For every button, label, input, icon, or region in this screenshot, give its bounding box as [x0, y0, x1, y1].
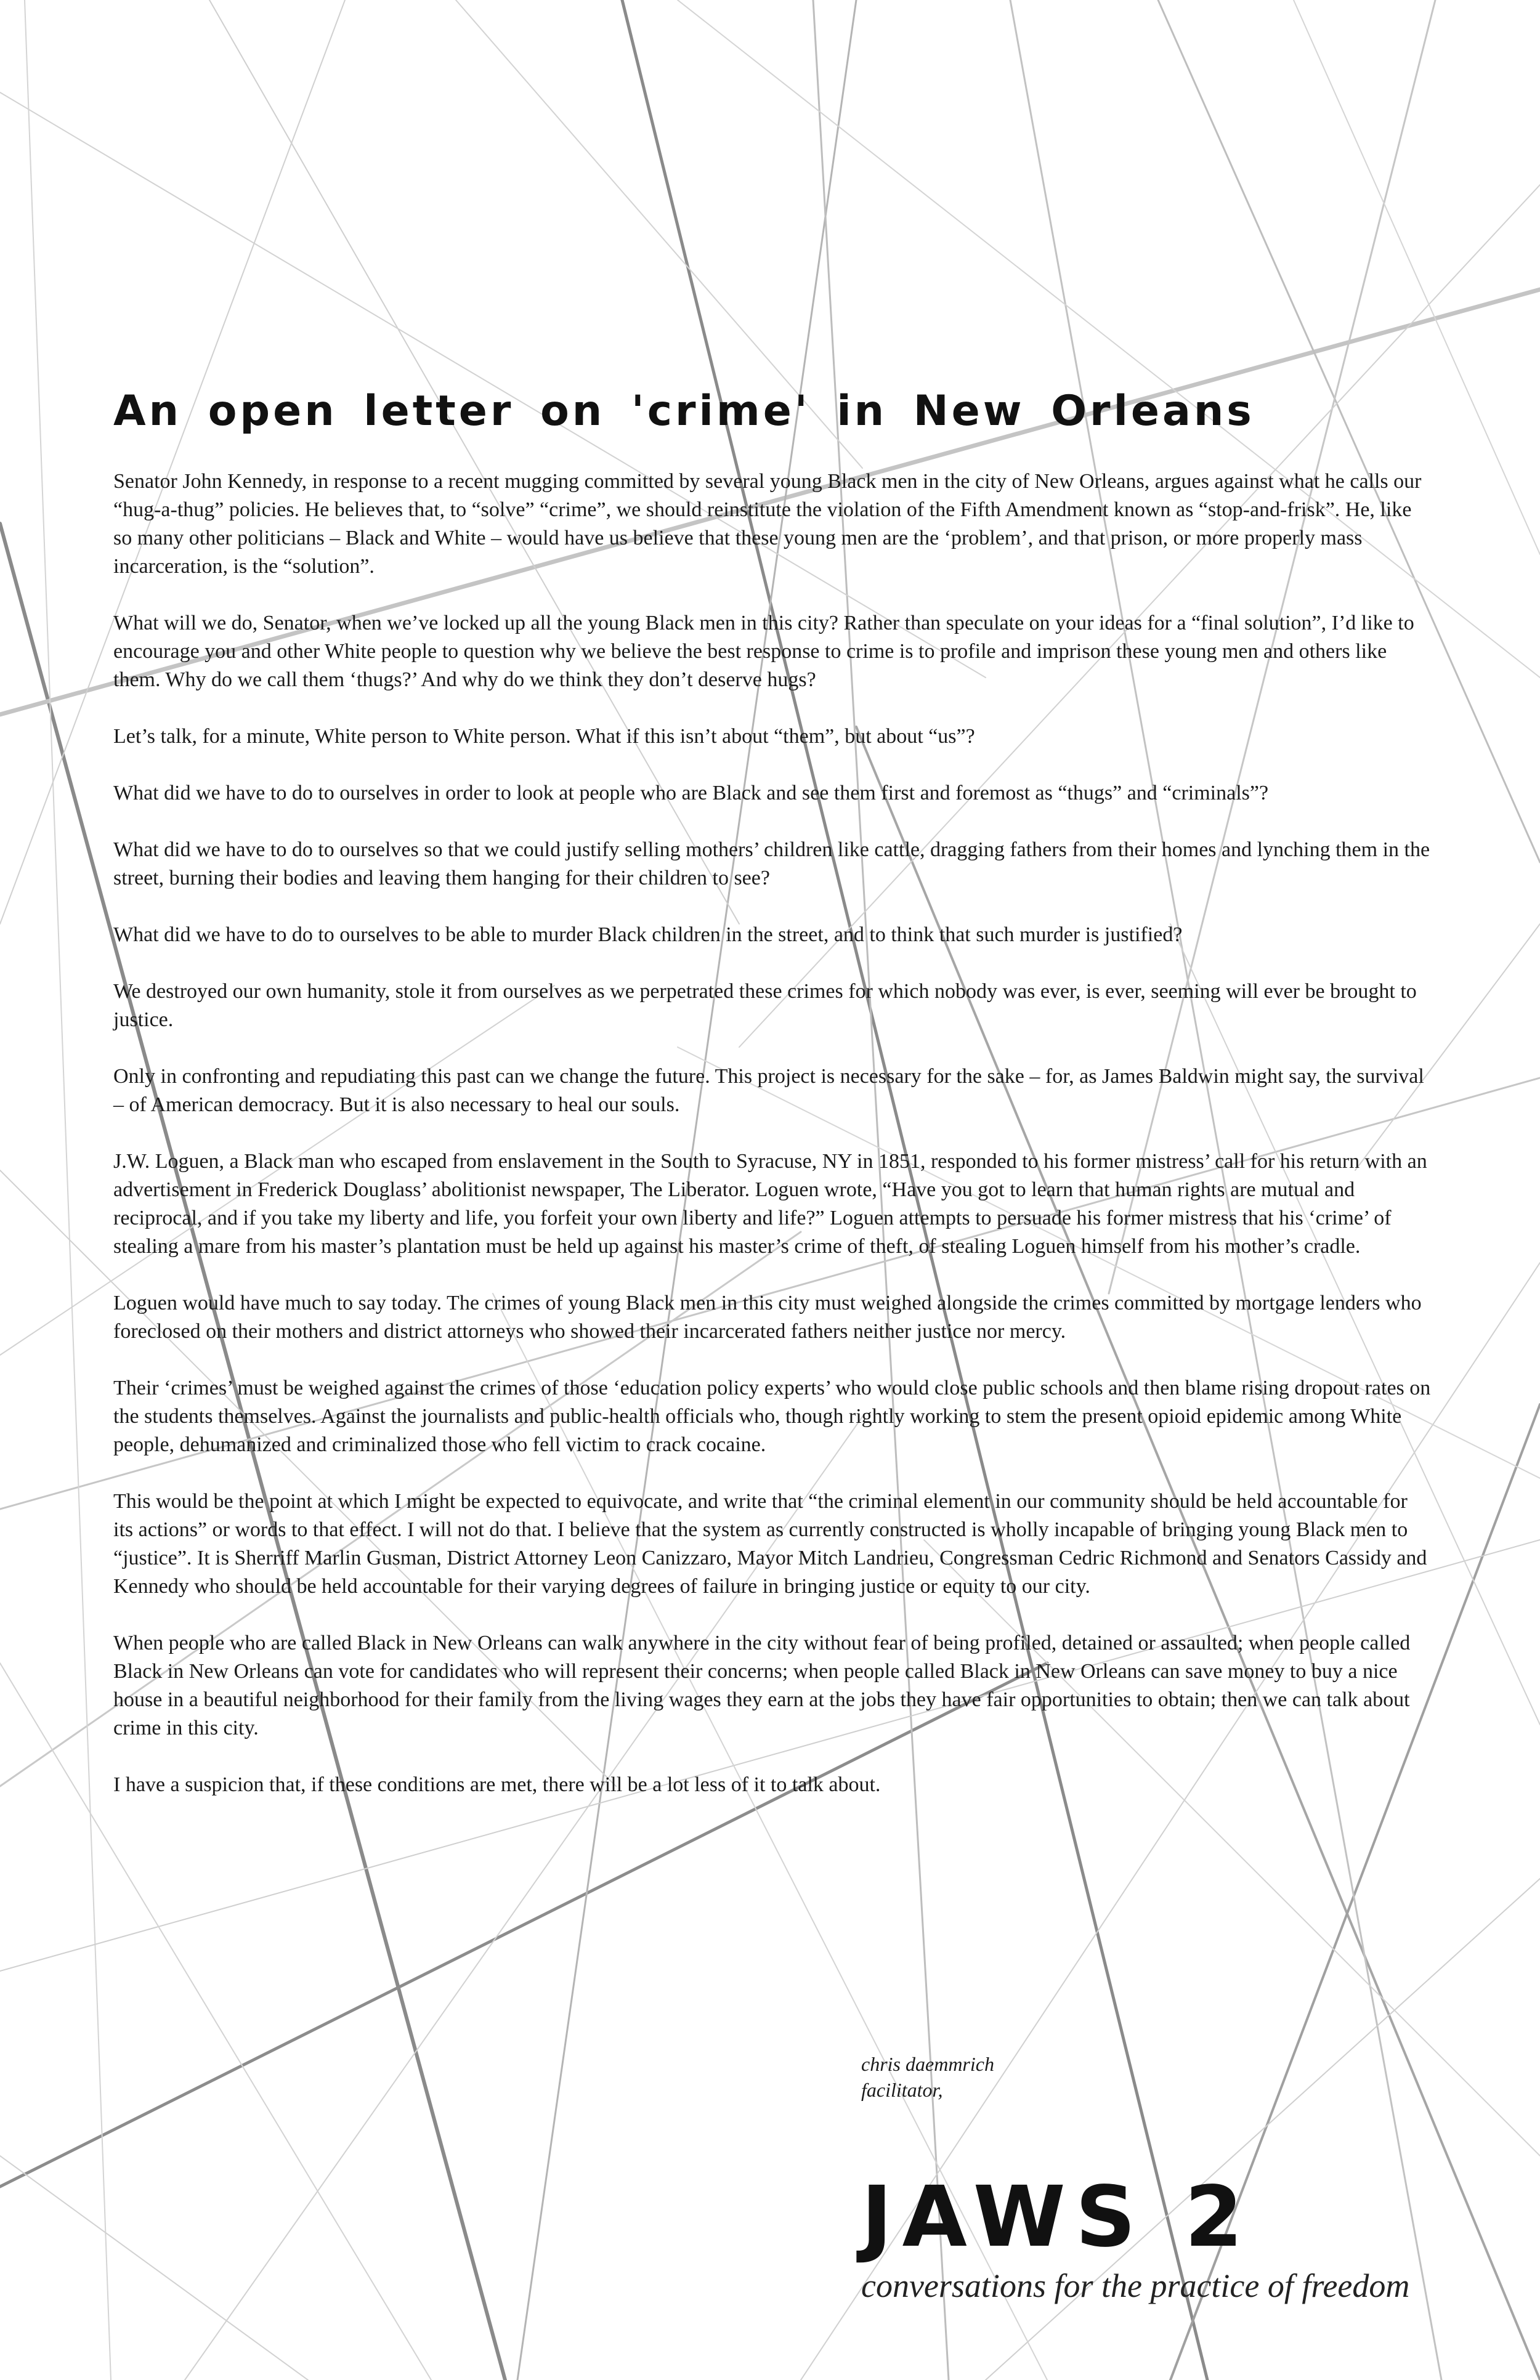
paragraph: What did we have to do to ourselves to be able to murder Black children in the street, and to think that such murder is justified? — [113, 923, 1183, 946]
logo-tagline: conversations for the practice of freedom — [861, 2267, 1410, 2304]
jaws-logo: JAWS 2 — [861, 2169, 1253, 2266]
paragraph: What did we have to do to ourselves so that we could justify selling mothers’ children like cattle, dragging fathers from their homes and lynching them in the street, burning their bodies and leaving them hanging for their children to see? — [113, 838, 1430, 889]
bg-line — [0, 2156, 308, 2380]
paragraph: We destroyed our own humanity, stole it from ourselves as we perpetrated these crimes for which nobody was ever, is ever, seeming will ever be brought to justice. — [113, 980, 1417, 1031]
paragraph: I have a suspicion that, if these conditions are met, there will be a lot less of it to talk about. — [113, 1773, 881, 1796]
signature-role: facilitator, — [861, 2079, 943, 2101]
paragraph: Senator John Kennedy, in response to a recent mugging committed by several young Black men in the city of New Orleans, argues against what he calls our “hug-a-thug” policies. He believes that, to “solve” “crime”, we should reinstitute the violation of the Fifth Amendment known as “stop-and-frisk”. He, like so many other politicians – Black and White – would have us believe that these young men are the ‘problem’, and that prison, or more properly mass incarceration, is the “solution”. — [113, 470, 1422, 578]
paragraph: Let’s talk, for a minute, White person to White person. What if this isn’t about “them”, but about “us”? — [113, 725, 975, 748]
paragraph: What will we do, Senator, when we’ve locked up all the young Black men in this city? Rather than speculate on your ideas for a “final solution”, I’d like to encourage you and other White people to question why we believe the best response to crime is to profile and imprison these young men and others like them. Why do we call them ‘thugs?’ And why do we think they don’t deserve hugs? — [113, 612, 1414, 691]
letter-title: An open letter on 'crime' in New Orleans — [113, 387, 1255, 435]
paragraph: What did we have to do to ourselves in order to look at people who are Black and see them first and foremost as “thugs” and “criminals”? — [113, 782, 1269, 804]
paragraph: This would be the point at which I might be expected to equivocate, and write that “the criminal element in our community should be held accountable for its actions” or words to that effect. I will not do that. I believe that the system as currently constructed is wholly incapable of bringing young Black men to “justice”. It is Sherriff Marlin Gusman, District Attorney Leon Canizzaro, Mayor Mitch Landrieu, Congressman Cedric Richmond and Senators Cassidy and Kennedy who should be held accountable for their varying degrees of failure in bringing justice or equity to our city. — [113, 1490, 1427, 1598]
paragraph: Their ‘crimes’ must be weighed against the crimes of those ‘education policy experts’ who would close public schools and then blame rising dropout rates on the students themselves. Against the journalists and public-health officials who, though rightly working to stem the present opioid epidemic among White people, dehumanized and criminalized those who fell victim to crack cocaine. — [113, 1377, 1431, 1456]
paragraph: Only in confronting and repudiating this past can we change the future. This project is necessary for the sake – for, as James Baldwin might say, the survival – of American democracy. But it is also necessary to heal our souls. — [113, 1065, 1424, 1116]
paragraph: Loguen would have much to say today. The crimes of young Black men in this city must weighed alongside the crimes committed by mortgage lenders who foreclosed on their mothers and district attorneys who showed their incarcerated fathers neither justice nor mercy. — [113, 1292, 1422, 1343]
paragraph: J.W. Loguen, a Black man who escaped from enslavement in the South to Syracuse, NY in 1851, responded to his former mistress’ call for his return with an advertisement in Frederick Douglass’ abolitionist newspaper, The Liberator. Loguen wrote, “Have you got to learn that human rights are mutual and reciprocal, and if you take my liberty and life, you forfeit your own liberty and life?” Loguen attempts to persuade his former mistress that his ‘crime’ of stealing a mare from his master’s plantation must be held up against his master’s crime of theft, of stealing Loguen himself from his mother’s cradle. — [113, 1150, 1427, 1258]
letter-body — [113, 387, 1432, 1827]
bg-line — [25, 0, 111, 2380]
signature-name: chris daemmrich — [861, 2053, 994, 2075]
paragraph: When people who are called Black in New Orleans can walk anywhere in the city without fear of being profiled, detained or assaulted; when people called Black in New Orleans can vote for candidates who will represent their concerns; when people called Black in New Orleans can save money to buy a nice house in a beautiful neighborhood for their family from the living wages they earn at the jobs they have fair opportunities to obtain; then we can talk about crime in this city. — [113, 1632, 1411, 1739]
signature-block — [861, 2051, 994, 2103]
